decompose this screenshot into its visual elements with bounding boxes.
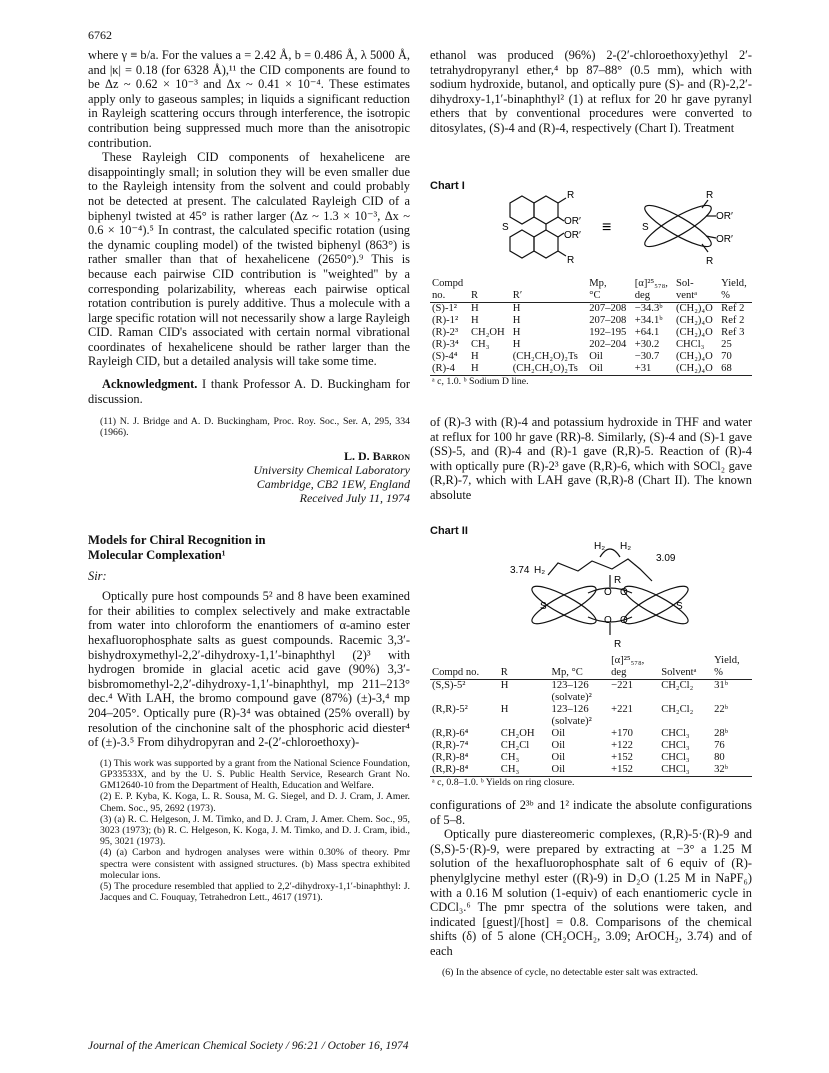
body-paragraph: of (R)-3 with (R)-4 and potassium hydroxide in THF and water at reflux for 100 hr gave (RR)-8. Similarly, (S)-4 and (S)-1 gave (SS)-5, and (R)-4 and (R)-1 gave (R,R)-5. Reaction of (R)-4 with optically pure (R)-2³ gave (R,R)-6, which with SOCl₂ gave (R,R)-7, which with LAH gave (R,R)-8 (Chart II). The known absolute bbox=[430, 415, 752, 502]
right-column-middle bbox=[430, 415, 752, 503]
label-r: R bbox=[614, 639, 622, 650]
label-r: R bbox=[706, 190, 714, 201]
body-paragraph: Optically pure host compounds 5² and 8 have been examined for their abilities to complex selectively and make extractable from water into chloroform the enantiomers of α-amino ester hexafluorophosphate salts as guest compounds. Racemic 3,3′-bishydroxymethyl-2,2′-dihydroxy-1,1′-binaphthyl (2)³ with hydrogen bromide in glacial acetic acid gave (90%) 3,3′-bisbromomethyl-2,2′-dihydroxy-1,1′-binaphthyl, mp 211–213° dec.⁴ With LAH, the bromo compound gave (87%) (±)-3,⁴ mp 204–205°. Optically pure (R)-3⁴ was obtained (25% overall) by resolution of the cinchonine salt of the phosphoric acid diester⁴ of (±)-3.⁵ From dihydropyran and 2-(2′-chloroethoxy)- bbox=[88, 589, 410, 750]
label-r: R bbox=[614, 575, 622, 586]
table-header-row bbox=[430, 278, 752, 290]
table-cell: −221 bbox=[611, 680, 633, 691]
table-cell: (CH₂)₄O bbox=[675, 363, 713, 374]
table-header bbox=[469, 278, 511, 290]
chart-ii-table bbox=[430, 655, 752, 789]
table-cell: 68 bbox=[721, 363, 732, 374]
table-cell: 28ᵇ bbox=[714, 728, 728, 739]
table-cell bbox=[659, 692, 712, 704]
table-cell: 80 bbox=[714, 752, 725, 763]
table-cell: (R)-1² bbox=[432, 315, 459, 326]
table-cell: Ref 3 bbox=[721, 327, 745, 338]
label-r: R bbox=[567, 190, 575, 201]
table-cell: H bbox=[512, 303, 521, 314]
table-cell: CHCl₃ bbox=[661, 752, 690, 763]
table-cell: CH₃ bbox=[500, 752, 520, 763]
table-cell: CH₂Cl bbox=[500, 740, 530, 751]
table-header: °C bbox=[589, 290, 601, 301]
table-header bbox=[499, 655, 550, 667]
table-cell: +30.2 bbox=[634, 339, 660, 350]
table-header: Mp, °C bbox=[551, 667, 583, 678]
label-s: S bbox=[676, 601, 683, 612]
footnote: (5) The procedure resembled that applied to 2,2′-dihydroxy-1,1′-binaphthyl: J. Jacques and C. Fouquay, Tetrahedron Lett., 4617 (1971). bbox=[100, 881, 410, 904]
table-cell bbox=[609, 692, 659, 704]
table-header: Mp, bbox=[589, 278, 607, 289]
chart-ii-title: Chart II bbox=[430, 525, 468, 537]
footnote: (3) (a) R. C. Helgeson, J. M. Timko, and D. J. Cram, J. Amer. Chem. Soc., 95, 3023 (1973); (b) R. C. Helgeson, K. Koga, J. M. Timko, and D. J. Cram, ibid., 95, 3021 (1973). bbox=[100, 813, 410, 848]
page-number: 6762 bbox=[88, 28, 112, 42]
table-cell bbox=[430, 692, 499, 704]
table-cell: H bbox=[470, 315, 479, 326]
label-h2: H₂ bbox=[594, 541, 606, 552]
table-header: deg bbox=[634, 290, 651, 301]
signature-block bbox=[88, 449, 410, 505]
table-row bbox=[430, 303, 752, 316]
label-shift-3-74: 3.74 bbox=[510, 565, 530, 576]
table-cell: +152 bbox=[611, 752, 633, 763]
table-cell: (CH₂)₄O bbox=[675, 327, 713, 338]
table-cell: 31ᵇ bbox=[714, 680, 728, 691]
table-cell: (solvate)² bbox=[551, 692, 592, 703]
table-header: % bbox=[714, 667, 723, 678]
table-cell: (CH₂)₄O bbox=[675, 351, 713, 362]
table-cell: 123–126 bbox=[551, 680, 589, 691]
received-date: Received July 11, 1974 bbox=[299, 490, 410, 505]
table-cell: Oil bbox=[551, 728, 566, 739]
table-cell: (S)-4⁴ bbox=[432, 351, 458, 362]
table-header: Yield, bbox=[721, 278, 747, 289]
acknowledgment-text: I thank Professor A. D. Buckingham for discussion. bbox=[88, 377, 410, 406]
label-s: S bbox=[540, 601, 547, 612]
table-row bbox=[430, 315, 752, 327]
table-cell: (solvate)² bbox=[551, 716, 592, 727]
table-cell: H bbox=[470, 303, 479, 314]
table-footnote: ᵃ c, 1.0. ᵇ Sodium D line. bbox=[432, 376, 529, 387]
table-cell: (R,R)-8⁴ bbox=[432, 752, 469, 763]
label-r: R bbox=[567, 255, 575, 266]
left-column bbox=[88, 48, 410, 903]
table-row bbox=[430, 339, 752, 351]
table-header: ventᵃ bbox=[675, 290, 698, 301]
footnote: (6) In the absence of cycle, no detectable ester salt was extracted. bbox=[442, 966, 698, 978]
table-header bbox=[430, 655, 499, 667]
label-or: OR′ bbox=[716, 234, 733, 245]
label-s: S bbox=[502, 222, 509, 233]
author-address: Cambridge, CB2 1EW, England bbox=[256, 476, 410, 491]
table-cell: CH₃ bbox=[500, 764, 520, 775]
equivalence-symbol: ≡ bbox=[602, 219, 612, 236]
table-cell: 76 bbox=[714, 740, 725, 751]
body-paragraph: configurations of 2³ᵇ and 1² indicate the absolute configurations of 5–8. bbox=[430, 798, 752, 827]
label-r: R bbox=[706, 256, 714, 267]
table-cell: (CH₂CH₂O)₂Ts bbox=[512, 363, 578, 374]
table-header: R bbox=[470, 290, 479, 301]
table-cell bbox=[499, 716, 550, 728]
table-cell: Oil bbox=[551, 764, 566, 775]
table-footnote: ᵃ c, 0.8–1.0. ᵇ Yields on ring closure. bbox=[432, 777, 575, 788]
table-cell: H bbox=[470, 351, 479, 362]
table-cell: CH₂OH bbox=[500, 728, 535, 739]
table-cell bbox=[609, 716, 659, 728]
table-header: R′ bbox=[512, 290, 523, 301]
table-cell: −34.3ᵇ bbox=[634, 303, 663, 314]
table-header: [α]²⁵₅₇₈, bbox=[611, 655, 645, 666]
table-cell: (R,R)-8⁴ bbox=[432, 764, 469, 775]
label-h2: H₂ bbox=[620, 541, 632, 552]
table-cell: (R)-4 bbox=[432, 363, 455, 374]
body-paragraph: ethanol was produced (96%) 2-(2′-chloroethoxy)ethyl 2′-tetrahydropyranyl ether,⁴ bp 87–88° (0.5 mm), which with sodium hydroxide, butanol, and optically pure (S)- and (R)-2,2′-dihydroxy-1,1′-binaphthyl² (1) at reflux for 20 hr gave pyranyl ethers that by conventional procedures were converted to ditosylates, (S)-4 and (R)-4, respectively (Chart I). Treatment bbox=[430, 48, 752, 135]
table-cell: (R)-3⁴ bbox=[432, 339, 459, 350]
acknowledgment bbox=[88, 377, 410, 406]
table-cell: −30.7 bbox=[634, 351, 660, 362]
table-row bbox=[430, 716, 752, 728]
table-row bbox=[430, 740, 752, 752]
table-cell: H bbox=[500, 704, 509, 715]
table-header: Compd bbox=[432, 278, 464, 289]
table-row bbox=[430, 327, 752, 339]
footnote: (4) (a) Carbon and hydrogen analyses were within 0.30% of theory. Pmr spectra were consistent with assigned structures. (b) Mass spectra exhibited molecular ions. bbox=[100, 847, 410, 881]
salutation: Sir: bbox=[88, 568, 107, 583]
label-o: O bbox=[604, 615, 612, 626]
table-cell: 207–208 bbox=[589, 303, 627, 314]
body-paragraph: where γ ≡ b/a. For the values a = 2.42 Å, b = 0.486 Å, λ 5000 Å, and |κ| = 0.18 (for 6328 Å),¹¹ the CID components are found to be Δz ~ 0.62 × 10⁻³ and Δx ~ 0.41 × 10⁻⁴. These estimates apply only to gaseous samples; in liquids a significant reduction in Rayleigh scattering occurs through interference, the isotropic contribution being suppressed much more than the anisotropic contribution. bbox=[88, 48, 410, 150]
table-cell: (CH₂)₄O bbox=[675, 315, 713, 326]
table-row bbox=[430, 351, 752, 363]
table-cell bbox=[659, 716, 712, 728]
article-title-line: Models for Chiral Recognition in bbox=[88, 532, 266, 547]
table-cell: +34.1ᵇ bbox=[634, 315, 663, 326]
acknowledgment-label: Acknowledgment. bbox=[102, 377, 198, 392]
article-title bbox=[88, 533, 410, 563]
table-header: Solventᵃ bbox=[661, 667, 697, 678]
journal-footer: Journal of the American Chemical Society / 96:21 / October 16, 1974 bbox=[88, 1040, 409, 1052]
table-cell bbox=[499, 692, 550, 704]
table-cell: (R,R)-6⁴ bbox=[432, 728, 469, 739]
table-cell bbox=[712, 716, 752, 728]
table-cell: Ref 2 bbox=[721, 315, 745, 326]
table-header: no. bbox=[432, 290, 446, 301]
table-cell: (CH₂CH₂O)₂Ts bbox=[512, 351, 578, 362]
label-h2: H₂ bbox=[534, 565, 546, 576]
table-cell: 202–204 bbox=[589, 339, 627, 350]
table-cell: (R,R)-5² bbox=[432, 704, 468, 715]
table-cell: Ref 2 bbox=[721, 303, 745, 314]
table-cell: CH₂OH bbox=[470, 327, 505, 338]
table-header bbox=[511, 278, 588, 290]
table-footnote-row bbox=[430, 777, 752, 790]
author-name: L. D. Barron bbox=[343, 448, 410, 463]
table-cell: 25 bbox=[721, 339, 732, 350]
chart-i-title: Chart I bbox=[430, 180, 465, 192]
table-cell: +170 bbox=[611, 728, 633, 739]
body-paragraph: Optically pure diastereomeric complexes, (R,R)-5·(R)-9 and (S,S)-5·(R)-9, were prepared by extracting at −3° a 1.25 M solution of the hexafluorophosphate salt of 6 equiv of (R)-phenylglycine methyl ester ((R)-9) in D₂O (1.25 M in NaPF₆) with a 0.16 M solution (1-equiv) of each enantiomeric cycle in CDCl₃.⁶ The pmr spectra of the solutions were taken, and indicated [guest]/[host] = 0.8. Comparisons of the chemical shifts (δ) of 5 alone (CH₂OCH₂, 3.09; ArOCH₂, 3.74) and of each bbox=[430, 827, 752, 958]
table-cell: CHCl₃ bbox=[675, 339, 705, 350]
table-cell: Oil bbox=[551, 740, 566, 751]
footnote-list bbox=[88, 416, 410, 438]
table-cell: Oil bbox=[589, 363, 603, 374]
footnote: (1) This work was supported by a grant from the National Science Foundation, GP33533X, and by the U. S. Public Health Service, Research Grant No. GM12640-10 from the Department of Health, Education and Welfare. bbox=[100, 757, 410, 792]
table-row bbox=[430, 692, 752, 704]
table-row bbox=[430, 764, 752, 777]
table-cell: CHCl₃ bbox=[661, 728, 690, 739]
table-row bbox=[430, 680, 752, 693]
table-cell: (CH₂)₄O bbox=[675, 303, 713, 314]
table-cell bbox=[712, 692, 752, 704]
table-cell: +31 bbox=[634, 363, 652, 374]
table-row bbox=[430, 363, 752, 376]
label-o: O bbox=[620, 587, 628, 598]
table-cell: +122 bbox=[611, 740, 633, 751]
table-cell: 123–126 bbox=[551, 704, 589, 715]
label-or: OR′ bbox=[564, 230, 581, 241]
chart-i-table bbox=[430, 278, 752, 388]
article-title-line: Molecular Complexation¹ bbox=[88, 547, 226, 562]
table-cell: H bbox=[512, 327, 521, 338]
table-cell: 192–195 bbox=[589, 327, 627, 338]
footnote-list bbox=[430, 967, 752, 978]
table-header: deg bbox=[611, 667, 627, 678]
right-column-top bbox=[430, 48, 752, 136]
table-cell: CH₂Cl₂ bbox=[661, 680, 694, 691]
table-cell: 32ᵇ bbox=[714, 764, 728, 775]
label-or: OR′ bbox=[564, 216, 581, 227]
label-o: O bbox=[620, 615, 628, 626]
footnote: (11) N. J. Bridge and A. D. Buckingham, Proc. Roy. Soc., Ser. A, 295, 334 (1966). bbox=[100, 416, 410, 439]
table-cell: Oil bbox=[589, 351, 603, 362]
table-cell bbox=[430, 716, 499, 728]
table-cell: 207–208 bbox=[589, 315, 627, 326]
chart-i-structure bbox=[480, 186, 740, 268]
table-cell: CHCl₃ bbox=[661, 764, 690, 775]
table-header: Sol- bbox=[675, 278, 694, 289]
right-column-bottom bbox=[430, 798, 752, 978]
table-cell: +152 bbox=[611, 764, 633, 775]
table-cell: (S,S)-5² bbox=[432, 680, 466, 691]
table-cell: CHCl₃ bbox=[661, 740, 690, 751]
table-header: Yield, bbox=[714, 655, 740, 666]
table-cell: H bbox=[512, 315, 521, 326]
table-cell: (R)-2³ bbox=[432, 327, 459, 338]
table-cell: +64.1 bbox=[634, 327, 660, 338]
table-header: [α]²⁵₅₇₈, bbox=[634, 278, 668, 289]
body-paragraph: These Rayleigh CID components of hexahelicene are disappointingly small; in solution they will be even smaller due to the Rayleigh intensity from the solvent and could probably not be detected at present. The calculated Rayleigh CID of a biphenyl twisted at 45° is rather larger (Δz ~ 1.3 × 10⁻³, Δx ~ 0.6 × 10⁻⁴).⁵ In contrast, the calculated specific rotation (using the dynamic coupling model) of the twisted biphenyl (863°) is rather smaller than that of hexahelicene (2650°).⁹ This is because each pairwise CID contribution is "weighted" by a corresponding polarizability, whereas each pairwise optical rotation contribution is purely additive. Thus a molecule with a large specific rotation will not necessarily show a large Rayleigh CID. Raman CID's associated with certain normal vibrational coordinates of hexahelicene should be rather larger than the Rayleigh CID, but a detailed analysis will take some time. bbox=[88, 150, 410, 369]
table-header-row bbox=[430, 667, 752, 680]
table-cell: H bbox=[470, 363, 479, 374]
table-cell: H bbox=[512, 339, 521, 350]
label-s: S bbox=[642, 222, 649, 233]
label-or: OR′ bbox=[716, 211, 733, 222]
table-cell: CH₂Cl₂ bbox=[661, 704, 694, 715]
table-cell: Oil bbox=[551, 752, 566, 763]
table-row bbox=[430, 752, 752, 764]
table-cell: CH₃ bbox=[470, 339, 490, 350]
chart-ii-structure bbox=[480, 535, 740, 653]
label-shift-3-09: 3.09 bbox=[656, 553, 676, 564]
table-header bbox=[550, 655, 610, 667]
footnote: (2) E. P. Kyba, K. Koga, L. R. Sousa, M. G. Siegel, and D. J. Cram, J. Amer. Chem. Soc., 95, 2692 (1973). bbox=[100, 791, 410, 814]
table-cell: +221 bbox=[611, 704, 633, 715]
author-institution: University Chemical Laboratory bbox=[253, 462, 410, 477]
table-row bbox=[430, 728, 752, 740]
table-header-row bbox=[430, 290, 752, 303]
table-header: % bbox=[721, 290, 730, 301]
table-cell: 70 bbox=[721, 351, 732, 362]
table-row bbox=[430, 704, 752, 716]
table-header bbox=[659, 655, 712, 667]
table-footnote-row bbox=[430, 376, 752, 389]
table-cell: (R,R)-7⁴ bbox=[432, 740, 469, 751]
table-header: R bbox=[500, 667, 508, 678]
table-header-row bbox=[430, 655, 752, 667]
table-cell: H bbox=[500, 680, 509, 691]
table-cell: (S)-1² bbox=[432, 303, 457, 314]
label-o: O bbox=[604, 587, 612, 598]
footnote-list bbox=[88, 758, 410, 904]
table-cell: 22ᵇ bbox=[714, 704, 728, 715]
table-header: Compd no. bbox=[432, 667, 480, 678]
